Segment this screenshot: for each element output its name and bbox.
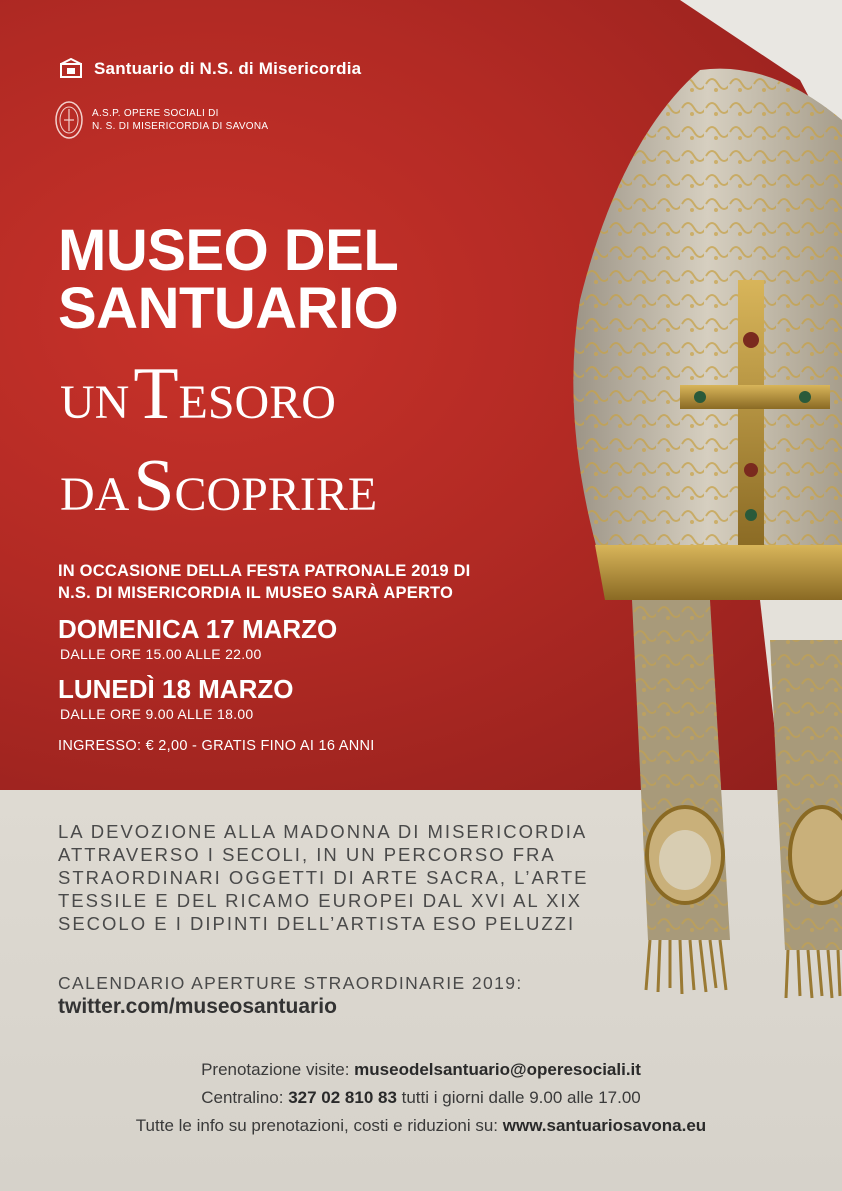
title-line-2: SANTUARIO [58, 276, 399, 341]
phone-label: Centralino: [201, 1088, 289, 1107]
phone-line [0, 1088, 842, 1108]
title-line-1: MUSEO DEL [58, 218, 399, 283]
sanctuary-crest-icon [58, 58, 84, 80]
time-sunday: DALLE ORE 15.00 ALLE 22.00 [60, 646, 262, 662]
occasion-text [58, 560, 470, 604]
subtitle-un: UN [60, 376, 130, 429]
date-sunday: DOMENICA 17 MARZO [58, 614, 338, 644]
description-line: SECOLO E I DIPINTI DELL’ARTISTA ESO PELUZZI [58, 913, 576, 934]
sanctuary-header [58, 58, 361, 80]
calendar-label: CALENDARIO APERTURE STRAORDINARIE 2019: [58, 973, 523, 993]
subtitle-s: S [133, 445, 175, 527]
description [58, 820, 588, 935]
twitter-link[interactable]: twitter.com/museosantuario [58, 995, 337, 1018]
entry-price: INGRESSO: € 2,00 - GRATIS FINO AI 16 ANNI [58, 738, 375, 754]
info-label: Tutte le info su prenotazioni, costi e riduzioni su: [135, 1116, 503, 1135]
description-line: STRAORDINARI OGGETTI DI ARTE SACRA, L’ARTE [58, 867, 589, 888]
sanctuary-name: Santuario di N.S. di Misericordia [94, 59, 362, 78]
occasion-line-2: N.S. DI MISERICORDIA IL MUSEO SARÀ APERTO [58, 584, 454, 602]
description-line: TESSILE E DEL RICAMO EUROPEI DAL XVI AL XIX [58, 890, 582, 911]
main-title [58, 218, 399, 341]
asp-header [54, 100, 268, 140]
subtitle-da: DA [60, 468, 130, 521]
asp-seal-icon [54, 100, 84, 140]
phone-number[interactable]: 327 02 810 83 [288, 1088, 397, 1107]
time-monday: DALLE ORE 9.00 ALLE 18.00 [60, 706, 254, 722]
subtitle-coprire: COPRIRE [174, 468, 378, 521]
date-monday: LUNEDÌ 18 MARZO [58, 674, 294, 704]
info-line [0, 1116, 842, 1136]
subtitle-line-2 [60, 445, 378, 542]
description-line: LA DEVOZIONE ALLA MADONNA DI MISERICORDIA [58, 821, 588, 842]
subtitle [60, 353, 378, 542]
booking-email-link[interactable]: museodelsantuario@operesociali.it [354, 1060, 641, 1079]
booking-label: Prenotazione visite: [201, 1060, 355, 1079]
asp-text [92, 107, 268, 133]
mitre-image [560, 0, 842, 1000]
booking-line [0, 1060, 842, 1080]
asp-line-2: N. S. DI MISERICORDIA DI SAVONA [92, 121, 269, 132]
subtitle-esoro: ESORO [178, 376, 336, 429]
phone-hours: tutti i giorni dalle 9.00 alle 17.00 [396, 1088, 641, 1107]
occasion-line-1: IN OCCASIONE DELLA FESTA PATRONALE 2019 DI [58, 562, 471, 580]
subtitle-t: T [133, 353, 179, 435]
subtitle-line-1 [60, 353, 377, 450]
description-line: ATTRAVERSO I SECOLI, IN UN PERCORSO FRA [58, 844, 556, 865]
website-link[interactable]: www.santuariosavona.eu [502, 1116, 707, 1135]
asp-line-1: A.S.P. OPERE SOCIALI DI [92, 108, 219, 119]
